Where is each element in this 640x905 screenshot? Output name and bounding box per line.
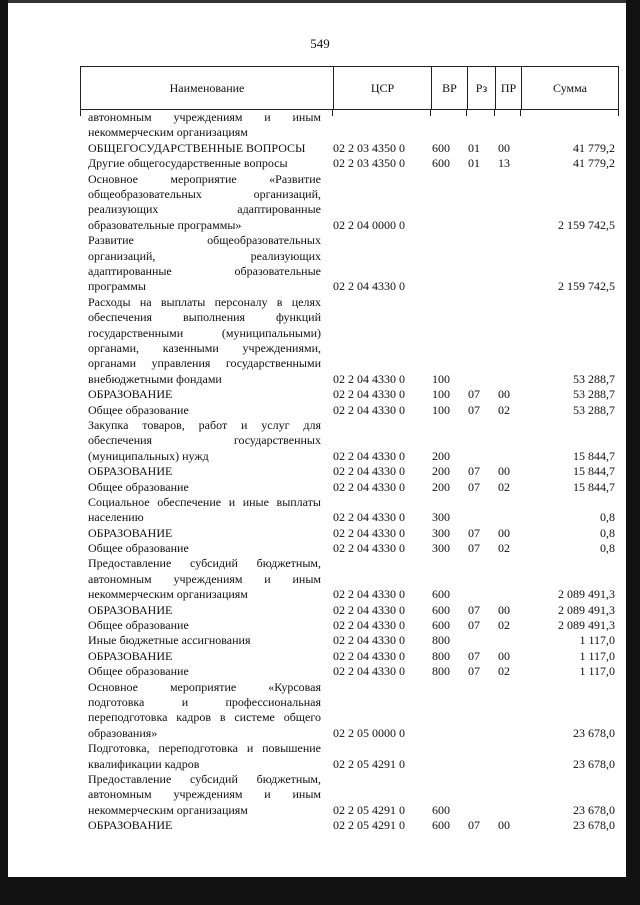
row-rz: 07 (468, 648, 480, 663)
row-csr: 02 2 05 4291 0 (333, 756, 405, 771)
table-body (0, 110, 640, 834)
header-sum: Сумма (521, 67, 618, 109)
row-rz: 01 (468, 156, 480, 171)
row-pr: 00 (498, 464, 510, 479)
scan-edge-top (0, 0, 640, 3)
row-sum: 1 117,0 (579, 664, 615, 679)
row-vr: 800 (432, 664, 450, 679)
page-number: 549 (310, 36, 330, 51)
row-name (88, 110, 321, 141)
row-rz: 07 (468, 664, 480, 679)
row-name (88, 233, 321, 295)
row-name (88, 464, 321, 479)
row-name-line: переподготовка кадров в системе общего (88, 710, 321, 725)
row-pr: 02 (498, 479, 510, 494)
row-name-line: Иные бюджетные ассигнования (88, 633, 251, 648)
row-csr: 02 2 04 0000 0 (333, 217, 405, 232)
row-pr: 13 (498, 156, 510, 171)
row-name-line: Общее образование (88, 664, 189, 679)
row-name-line: Социальное обеспечение и иные выплаты (88, 494, 321, 509)
row-sum: 53 288,7 (573, 402, 615, 417)
scan-edge-bottom (0, 877, 640, 905)
row-name-line: Закупка товаров, работ и услуг для (88, 417, 321, 432)
header-rz: Рз (467, 67, 495, 109)
row-pr: 00 (498, 602, 510, 617)
row-vr: 200 (432, 448, 450, 463)
row-vr: 100 (432, 387, 450, 402)
row-name-line: Предоставление субсидий бюджетным, (88, 772, 321, 787)
table-row (0, 387, 640, 402)
table-row (0, 741, 640, 772)
row-rz: 07 (468, 602, 480, 617)
row-csr: 02 2 04 4330 0 (333, 510, 405, 525)
row-vr: 200 (432, 464, 450, 479)
table-row (0, 618, 640, 633)
row-name-line: ОБРАЗОВАНИЕ (88, 525, 173, 540)
header-name: Наименование (169, 81, 245, 95)
row-vr: 600 (432, 618, 450, 633)
row-sum: 2 159 742,5 (558, 279, 615, 294)
row-name-line: образования» (88, 725, 158, 740)
table-row (0, 541, 640, 556)
row-name (88, 495, 321, 526)
row-sum: 1 117,0 (579, 633, 615, 648)
row-name (88, 172, 321, 234)
header-csr: ЦСР (333, 67, 431, 109)
row-name-line: (муниципальных) нужд (88, 448, 209, 463)
row-sum: 1 117,0 (579, 648, 615, 663)
row-csr: 02 2 04 4330 0 (333, 664, 405, 679)
row-name (88, 556, 321, 602)
row-name-line: автономным учреждениям и иным (88, 110, 321, 124)
row-pr: 00 (498, 140, 510, 155)
row-name-line: квалификации кадров (88, 756, 200, 771)
row-name (88, 387, 321, 402)
row-csr: 02 2 04 4330 0 (333, 371, 405, 386)
row-csr: 02 2 05 4291 0 (333, 802, 405, 817)
row-name-line: ОБРАЗОВАНИЕ (88, 464, 173, 479)
row-name-line: ОБРАЗОВАНИЕ (88, 818, 173, 833)
row-sum: 2 159 742,5 (558, 217, 615, 232)
header-pr: ПР (495, 67, 521, 109)
row-pr: 02 (498, 402, 510, 417)
row-sum: 23 678,0 (573, 802, 615, 817)
row-sum: 23 678,0 (573, 818, 615, 833)
row-csr: 02 2 04 4330 0 (333, 402, 405, 417)
row-csr: 02 2 05 4291 0 (333, 818, 405, 833)
row-name-line: государственными (муниципальными) (88, 325, 321, 340)
row-name (88, 403, 321, 418)
row-vr: 300 (432, 525, 450, 540)
row-name-line: Общее образование (88, 402, 189, 417)
row-name-line: реализующих адаптированные (88, 202, 321, 217)
row-vr: 300 (432, 510, 450, 525)
row-name-line: обеспечения государственных (88, 433, 321, 448)
row-pr: 00 (498, 818, 510, 833)
row-name-line: населению (88, 510, 144, 525)
row-csr: 02 2 04 4330 0 (333, 387, 405, 402)
row-vr: 800 (432, 633, 450, 648)
row-csr: 02 2 04 4330 0 (333, 633, 405, 648)
row-rz: 07 (468, 618, 480, 633)
row-name-line: Основное мероприятие «Курсовая (88, 679, 321, 694)
row-csr: 02 2 03 4350 0 (333, 140, 405, 155)
row-sum: 23 678,0 (573, 725, 615, 740)
row-name-line: органами, казенными учреждениями, (88, 340, 321, 355)
row-name (88, 541, 321, 556)
row-csr: 02 2 04 4330 0 (333, 464, 405, 479)
row-sum: 2 089 491,3 (558, 602, 615, 617)
table-row (0, 603, 640, 618)
row-rz: 07 (468, 818, 480, 833)
row-csr: 02 2 04 4330 0 (333, 587, 405, 602)
row-rz: 01 (468, 140, 480, 155)
row-name-line: ОБРАЗОВАНИЕ (88, 387, 173, 402)
row-name (88, 603, 321, 618)
row-name (88, 741, 321, 772)
row-pr: 00 (498, 387, 510, 402)
table-row (0, 141, 640, 156)
row-sum: 53 288,7 (573, 387, 615, 402)
row-pr: 02 (498, 618, 510, 633)
row-name-line: Общее образование (88, 479, 189, 494)
table-row (0, 418, 640, 464)
row-sum: 2 089 491,3 (558, 587, 615, 602)
row-name-line: организаций, реализующих (88, 248, 321, 263)
row-vr: 600 (432, 818, 450, 833)
table-row (0, 295, 640, 387)
row-name-line: органами управления государственными (88, 356, 321, 371)
row-csr: 02 2 04 4330 0 (333, 448, 405, 463)
table-row (0, 464, 640, 479)
row-name-line: ОБЩЕГОСУДАРСТВЕННЫЕ ВОПРОСЫ (88, 140, 306, 155)
row-sum: 23 678,0 (573, 756, 615, 771)
row-name-line: внебюджетными фондами (88, 371, 222, 386)
row-name-line: образовательные программы» (88, 217, 242, 232)
row-name-line: ОБРАЗОВАНИЕ (88, 602, 173, 617)
row-csr: 02 2 04 4330 0 (333, 525, 405, 540)
table-row (0, 110, 640, 141)
row-name (88, 649, 321, 664)
row-name-line: Расходы на выплаты персоналу в целях (88, 294, 321, 309)
header-vr: ВР (431, 67, 467, 109)
table-row (0, 772, 640, 818)
row-rz: 07 (468, 402, 480, 417)
table-row (0, 172, 640, 234)
row-csr: 02 2 04 4330 0 (333, 479, 405, 494)
row-name-line: некоммерческим организациям (88, 587, 248, 602)
row-csr: 02 2 04 4330 0 (333, 279, 405, 294)
row-rz: 07 (468, 479, 480, 494)
row-name (88, 618, 321, 633)
table-row (0, 403, 640, 418)
row-sum: 53 288,7 (573, 371, 615, 386)
row-rz: 07 (468, 387, 480, 402)
row-pr: 00 (498, 648, 510, 663)
row-pr: 02 (498, 664, 510, 679)
row-csr: 02 2 04 4330 0 (333, 618, 405, 633)
table-row (0, 664, 640, 679)
row-name-line: Общее образование (88, 618, 189, 633)
row-name (88, 818, 321, 833)
row-rz: 07 (468, 525, 480, 540)
row-sum: 15 844,7 (573, 448, 615, 463)
row-sum: 0,8 (600, 541, 615, 556)
row-vr: 600 (432, 602, 450, 617)
row-sum: 2 089 491,3 (558, 618, 615, 633)
row-name-line: Общее образование (88, 541, 189, 556)
row-name-line: Развитие общеобразовательных (88, 233, 321, 248)
table-row (0, 680, 640, 742)
table-row (0, 233, 640, 295)
row-vr: 600 (432, 140, 450, 155)
row-name-line: Предоставление субсидий бюджетным, (88, 556, 321, 571)
row-sum: 15 844,7 (573, 464, 615, 479)
row-sum: 15 844,7 (573, 479, 615, 494)
table-row (0, 526, 640, 541)
row-name (88, 295, 321, 387)
row-name-line: автономным учреждениям и иным (88, 787, 321, 802)
table-row (0, 495, 640, 526)
row-sum: 41 779,2 (573, 156, 615, 171)
row-name (88, 633, 321, 648)
table-row (0, 156, 640, 171)
row-pr: 02 (498, 541, 510, 556)
row-sum: 41 779,2 (573, 140, 615, 155)
table-row (0, 480, 640, 495)
row-name-line: Подготовка, переподготовка и повышение (88, 741, 321, 756)
row-csr: 02 2 04 4330 0 (333, 648, 405, 663)
row-pr: 00 (498, 525, 510, 540)
row-vr: 200 (432, 479, 450, 494)
row-sum: 0,8 (600, 510, 615, 525)
row-csr: 02 2 03 4350 0 (333, 156, 405, 171)
row-name-line: подготовка и профессиональная (88, 695, 321, 710)
row-csr: 02 2 05 0000 0 (333, 725, 405, 740)
row-name (88, 418, 321, 464)
table-row (0, 649, 640, 664)
table-row (0, 818, 640, 833)
table-row (0, 556, 640, 602)
row-name (88, 526, 321, 541)
row-name-line: Основное мероприятие «Развитие (88, 171, 321, 186)
row-name-line: автономным учреждениям и иным (88, 571, 321, 586)
row-vr: 600 (432, 587, 450, 602)
row-name-line: Другие общегосударственные вопросы (88, 156, 288, 171)
row-name-line: программы (88, 279, 146, 294)
row-name (88, 772, 321, 818)
row-name (88, 664, 321, 679)
row-name-line: общеобразовательных организаций, (88, 186, 321, 201)
row-name (88, 680, 321, 742)
row-vr: 100 (432, 371, 450, 386)
row-name-line: некоммерческим организациям (88, 125, 248, 140)
row-name-line: некоммерческим организациям (88, 802, 248, 817)
row-name-line: ОБРАЗОВАНИЕ (88, 648, 173, 663)
row-vr: 300 (432, 541, 450, 556)
row-name-line: обеспечения выполнения функций (88, 310, 321, 325)
row-vr: 600 (432, 802, 450, 817)
table-header (80, 66, 619, 110)
row-vr: 800 (432, 648, 450, 663)
row-name (88, 156, 321, 171)
row-name (88, 480, 321, 495)
row-vr: 600 (432, 156, 450, 171)
row-name-line: адаптированные образовательные (88, 263, 321, 278)
row-name (88, 141, 321, 156)
row-rz: 07 (468, 464, 480, 479)
row-rz: 07 (468, 541, 480, 556)
row-vr: 100 (432, 402, 450, 417)
row-csr: 02 2 04 4330 0 (333, 602, 405, 617)
row-csr: 02 2 04 4330 0 (333, 541, 405, 556)
row-sum: 0,8 (600, 525, 615, 540)
table-row (0, 633, 640, 648)
